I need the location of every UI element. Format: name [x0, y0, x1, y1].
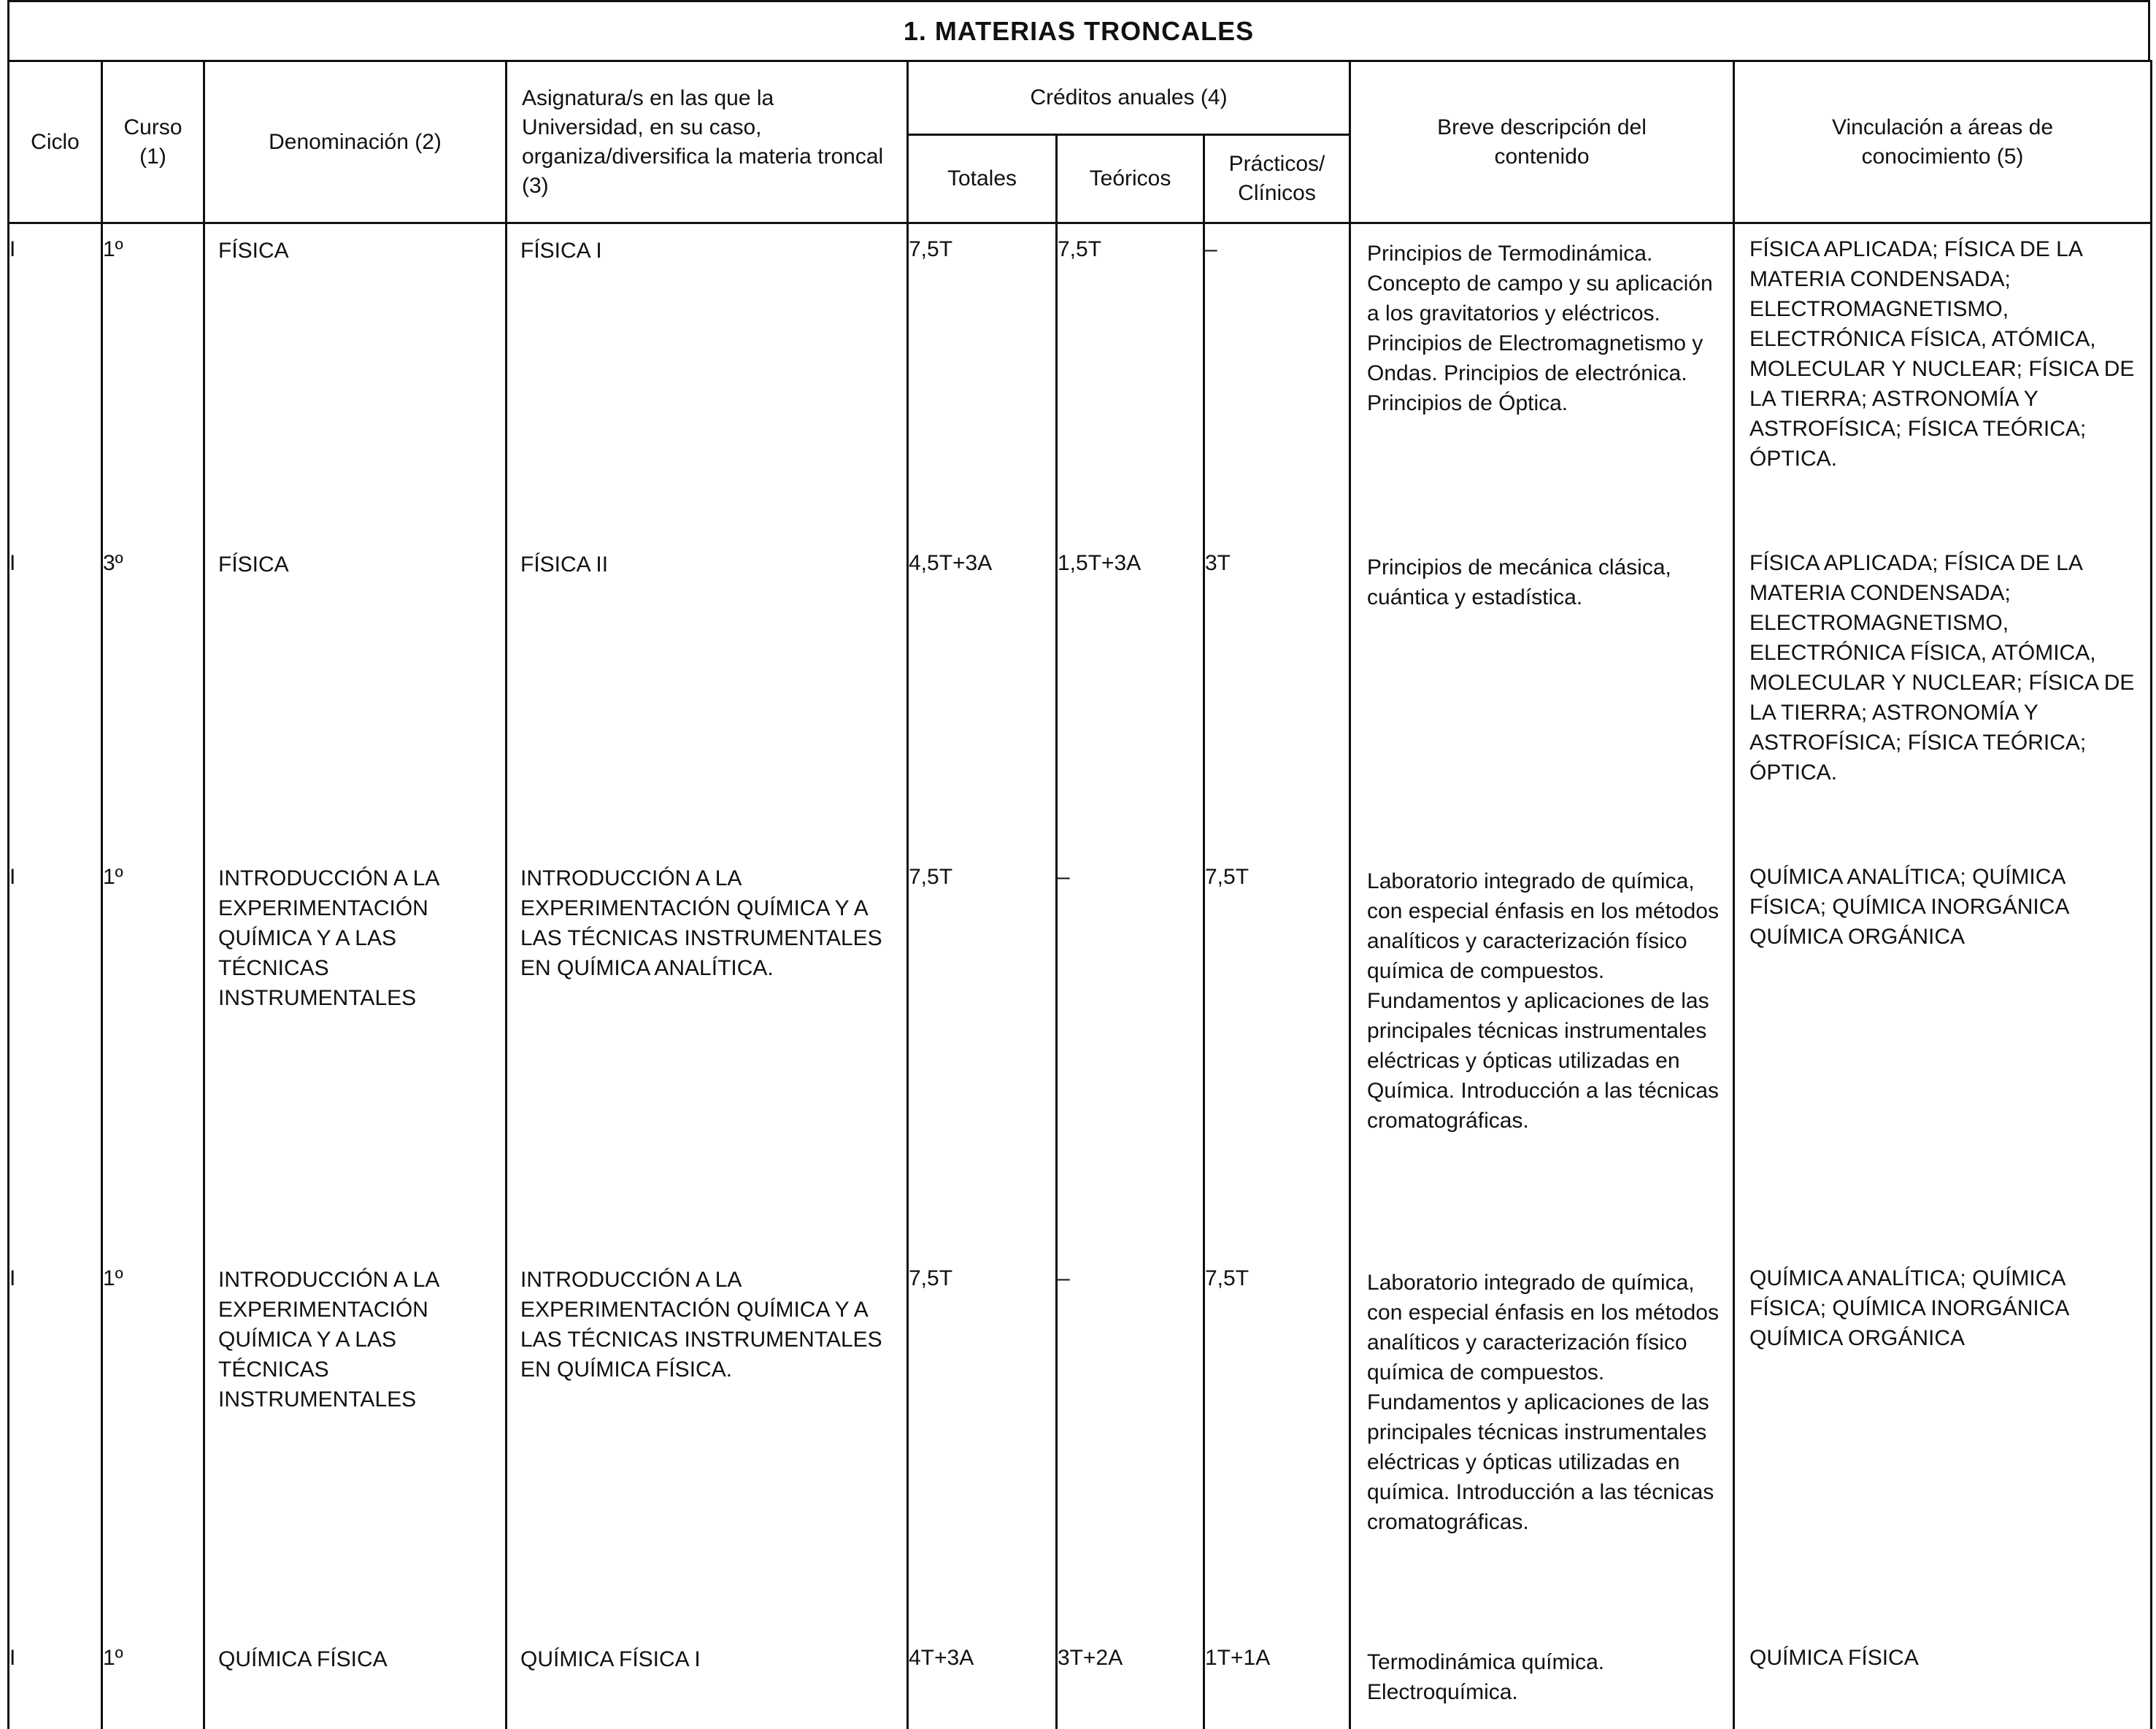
table-row [9, 1633, 2152, 1729]
header-denominacion: Denominación (2) [204, 61, 507, 223]
cell-denominacion: QUÍMICA FÍSICA [204, 1633, 507, 1729]
cell-descripcion: Termodinámica química. Electroquímica. [1350, 1633, 1734, 1729]
cell-curso: 1º [102, 1633, 204, 1729]
cell-totales: 4,5T+3A [908, 538, 1057, 852]
header-practicos: Prácticos/ Clínicos [1204, 135, 1350, 223]
table-row [9, 538, 2152, 852]
cell-ciclo: I [9, 538, 102, 852]
cell-denominacion: FÍSICA [204, 538, 507, 852]
header-ciclo: Ciclo [9, 61, 102, 223]
table-row [9, 1253, 2152, 1633]
cell-practicos: – [1204, 223, 1350, 539]
cell-curso: 1º [102, 852, 204, 1253]
cell-teoricos: 7,5T [1057, 223, 1204, 539]
cell-ciclo: I [9, 223, 102, 539]
header-descripcion: Breve descripción del contenido [1350, 61, 1734, 223]
cell-totales: 7,5T [908, 1253, 1057, 1633]
header-teoricos: Teóricos [1057, 135, 1204, 223]
document-page [7, 0, 2153, 1704]
cell-totales: 4T+3A [908, 1633, 1057, 1729]
cell-practicos: 7,5T [1204, 1253, 1350, 1633]
cell-descripcion: Principios de Termodinámica. Concepto de campo y su aplicación a los gravitatorios y eléctricos. Principios de Electromagnetismo y Ondas. Principios de electrónica. Principios de Óptica. [1350, 223, 1734, 539]
cell-teoricos: 3T+2A [1057, 1633, 1204, 1729]
materias-troncales-table [7, 60, 2152, 1729]
cell-denominacion: INTRODUCCIÓN A LA EXPERIMENTACIÓN QUÍMICA Y A LAS TÉCNICAS INSTRUMENTALES [204, 852, 507, 1253]
header-totales: Totales [908, 135, 1057, 223]
cell-descripcion: Laboratorio integrado de química, con especial énfasis en los métodos analíticos y caracterización físico química de compuestos. Fundamentos y aplicaciones de las principales técnicas instrumentales eléctricas y ópticas utilizadas en química. Introducción a las técnicas cromatográficas. [1350, 1253, 1734, 1633]
header-creditos: Créditos anuales (4) [908, 61, 1350, 135]
table-row [9, 223, 2152, 539]
header-curso: Curso (1) [102, 61, 204, 223]
cell-asignatura: INTRODUCCIÓN A LA EXPERIMENTACIÓN QUÍMICA Y A LAS TÉCNICAS INSTRUMENTALES EN QUÍMICA FÍSICA. [507, 1253, 908, 1633]
cell-asignatura: FÍSICA II [507, 538, 908, 852]
cell-descripcion: Laboratorio integrado de química, con especial énfasis en los métodos analíticos y caracterización físico química de compuestos. Fundamentos y aplicaciones de las principales técnicas instrumentales eléctricas y ópticas utilizadas en Química. Introducción a las técnicas cromatográficas. [1350, 852, 1734, 1253]
cell-curso: 3º [102, 538, 204, 852]
cell-teoricos: 1,5T+3A [1057, 538, 1204, 852]
cell-vinculacion: FÍSICA APLICADA; FÍSICA DE LA MATERIA CONDENSADA; ELECTROMAGNETISMO, ELECTRÓNICA FÍSICA, ATÓMICA, MOLECULAR Y NUCLEAR; FÍSICA DE LA TIERRA; ASTRONOMÍA Y ASTROFÍSICA; FÍSICA TEÓRICA; ÓPTICA. [1734, 223, 2152, 539]
cell-vinculacion: QUÍMICA ANALÍTICA; QUÍMICA FÍSICA; QUÍMICA INORGÁNICA QUÍMICA ORGÁNICA [1734, 852, 2152, 1253]
cell-teoricos: – [1057, 852, 1204, 1253]
cell-asignatura: QUÍMICA FÍSICA I [507, 1633, 908, 1729]
cell-ciclo: I [9, 1253, 102, 1633]
cell-vinculacion: FÍSICA APLICADA; FÍSICA DE LA MATERIA CONDENSADA; ELECTROMAGNETISMO, ELECTRÓNICA FÍSICA, ATÓMICA, MOLECULAR Y NUCLEAR; FÍSICA DE LA TIERRA; ASTRONOMÍA Y ASTROFÍSICA; FÍSICA TEÓRICA; ÓPTICA. [1734, 538, 2152, 852]
cell-vinculacion: QUÍMICA FÍSICA [1734, 1633, 2152, 1729]
cell-practicos: 1T+1A [1204, 1633, 1350, 1729]
cell-descripcion: Principios de mecánica clásica, cuántica y estadística. [1350, 538, 1734, 852]
cell-denominacion: FÍSICA [204, 223, 507, 539]
cell-curso: 1º [102, 1253, 204, 1633]
cell-denominacion: INTRODUCCIÓN A LA EXPERIMENTACIÓN QUÍMICA Y A LAS TÉCNICAS INSTRUMENTALES [204, 1253, 507, 1633]
cell-asignatura: FÍSICA I [507, 223, 908, 539]
cell-totales: 7,5T [908, 852, 1057, 1253]
cell-teoricos: – [1057, 1253, 1204, 1633]
header-asignatura: Asignatura/s en las que la Universidad, en su caso, organiza/diversifica la materia troncal (3) [507, 61, 908, 223]
cell-practicos: 3T [1204, 538, 1350, 852]
cell-asignatura: INTRODUCCIÓN A LA EXPERIMENTACIÓN QUÍMICA Y A LAS TÉCNICAS INSTRUMENTALES EN QUÍMICA ANALÍTICA. [507, 852, 908, 1253]
header-vinculacion: Vinculación a áreas de conocimiento (5) [1734, 61, 2152, 223]
cell-ciclo: I [9, 1633, 102, 1729]
cell-practicos: 7,5T [1204, 852, 1350, 1253]
cell-vinculacion: QUÍMICA ANALÍTICA; QUÍMICA FÍSICA; QUÍMICA INORGÁNICA QUÍMICA ORGÁNICA [1734, 1253, 2152, 1633]
cell-totales: 7,5T [908, 223, 1057, 539]
table-title: 1. MATERIAS TRONCALES [7, 0, 2150, 60]
cell-curso: 1º [102, 223, 204, 539]
table-row [9, 852, 2152, 1253]
cell-ciclo: I [9, 852, 102, 1253]
